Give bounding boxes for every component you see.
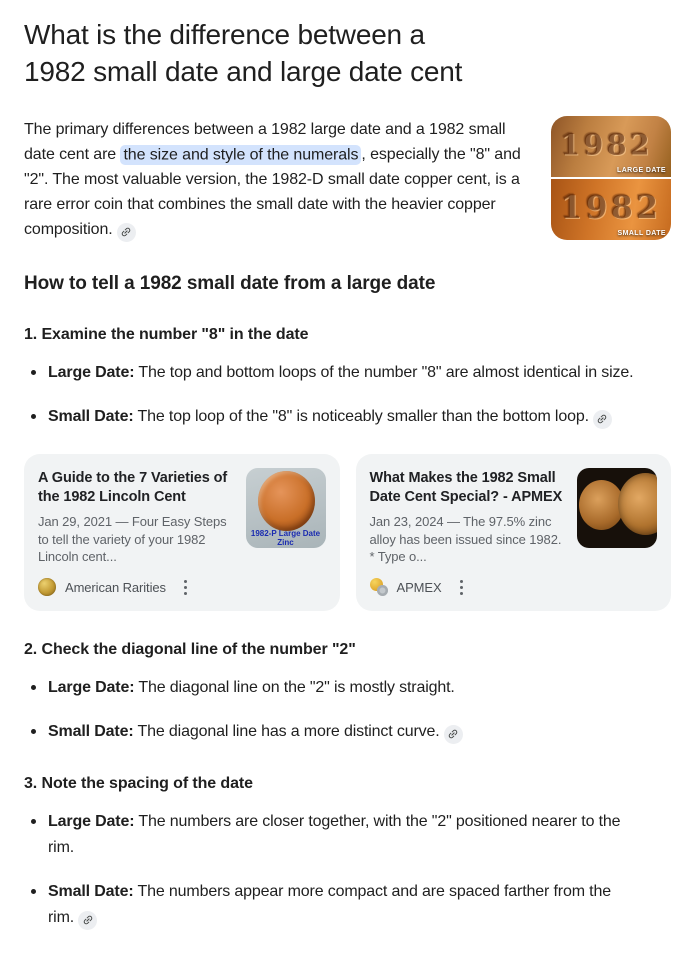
bullet-label: Small Date: xyxy=(48,723,134,740)
step-1-bullets xyxy=(24,360,671,430)
citation-link-chip[interactable] xyxy=(593,410,612,429)
bullet-large-date-2 xyxy=(24,675,671,701)
how-to-heading: How to tell a 1982 small date from a large date xyxy=(24,273,436,294)
step-3-heading: 3. Note the spacing of the date xyxy=(24,775,253,792)
date-comparison-image[interactable] xyxy=(551,116,671,240)
bullet-small-date-1 xyxy=(24,404,671,430)
large-date-label: LARGE DATE xyxy=(617,167,666,174)
thumbnail-caption: 1982-P Large Date Zinc xyxy=(250,529,321,547)
citation-link-chip[interactable] xyxy=(117,223,136,242)
step-2-bullets xyxy=(24,675,671,745)
source-name: APMEX xyxy=(396,579,442,595)
bullet-small-date-2 xyxy=(24,719,671,745)
large-date-year: 1982 xyxy=(560,127,653,162)
intro-section xyxy=(24,116,671,242)
link-icon xyxy=(447,728,459,740)
intro-text-after: , especially the "8" and "2". The most valuable version, the 1982-D small date copper cent, is a rare error coin that combines the small date with the heavier copper composition. xyxy=(24,146,521,238)
american-rarities-favicon-icon xyxy=(38,578,56,596)
link-icon xyxy=(82,914,94,926)
card-snippet: Jan 29, 2021 — Four Easy Steps to tell the variety of your 1982 Lincoln cent... xyxy=(38,514,227,564)
card-body xyxy=(370,468,658,566)
bullet-text: The diagonal line has a more distinct curve. xyxy=(133,723,440,740)
source-card-apmex[interactable] xyxy=(356,454,672,611)
card-thumbnail-penny xyxy=(246,468,326,548)
card-source-row xyxy=(370,576,658,600)
step-3-bullets xyxy=(24,809,671,931)
bullet-label: Small Date: xyxy=(48,883,134,900)
bullet-small-date-3 xyxy=(24,879,671,931)
link-icon xyxy=(596,413,608,425)
small-date-coin-image xyxy=(551,179,671,240)
citation-link-chip[interactable] xyxy=(78,911,97,930)
small-date-label: SMALL DATE xyxy=(617,230,666,237)
more-vert-icon[interactable] xyxy=(454,576,470,600)
bullet-text: The numbers are closer together, with the "2" positioned nearer to the rim. xyxy=(48,813,621,856)
bullet-label: Small Date: xyxy=(48,408,134,425)
source-cards xyxy=(24,454,671,611)
card-text xyxy=(38,468,236,566)
card-body xyxy=(38,468,326,566)
card-title: What Makes the 1982 Small Date Cent Special? - APMEX xyxy=(369,470,563,505)
card-text xyxy=(370,468,568,566)
bullet-large-date-1 xyxy=(24,360,671,386)
citation-link-chip[interactable] xyxy=(444,725,463,744)
bullet-text: The diagonal line on the "2" is mostly straight. xyxy=(134,679,455,696)
page-title-line2: 1982 small date and large date cent xyxy=(24,56,463,87)
apmex-favicon-icon xyxy=(370,578,388,596)
bullet-text: The top loop of the "8" is noticeably smaller than the bottom loop. xyxy=(133,408,589,425)
card-snippet: Jan 23, 2024 — The 97.5% zinc alloy has been issued since 1982. * Type o... xyxy=(369,514,562,564)
bullet-label: Large Date: xyxy=(48,364,135,381)
source-name: American Rarities xyxy=(65,579,166,595)
highlighted-phrase: the size and style of the numerals xyxy=(120,145,361,165)
card-thumbnail-two-pennies xyxy=(577,468,657,548)
link-icon xyxy=(120,226,132,238)
bullet-label: Large Date: xyxy=(48,679,135,696)
bullet-text: The top and bottom loops of the number "8" are almost identical in size. xyxy=(134,364,634,381)
more-vert-icon[interactable] xyxy=(178,576,194,600)
bullet-large-date-3 xyxy=(24,809,671,861)
step-1-heading: 1. Examine the number "8" in the date xyxy=(24,326,309,343)
card-source-row xyxy=(38,576,326,600)
step-2-heading: 2. Check the diagonal line of the number "2" xyxy=(24,641,356,658)
bullet-label: Large Date: xyxy=(48,813,135,830)
bullet-text: The numbers appear more compact and are spaced farther from the rim. xyxy=(48,883,611,926)
card-title: A Guide to the 7 Varieties of the 1982 Lincoln Cent xyxy=(38,470,228,505)
page-title xyxy=(24,16,671,90)
intro-text-before: The primary differences between a 1982 large date and a 1982 small date cent are xyxy=(24,121,506,163)
large-date-coin-image xyxy=(551,116,671,179)
small-date-year: 1982 xyxy=(560,187,662,226)
source-card-american-rarities[interactable] xyxy=(24,454,340,611)
penny-coin-image xyxy=(618,473,657,535)
page-title-line1: What is the difference between a xyxy=(24,19,425,50)
intro-paragraph xyxy=(24,116,531,242)
penny-coin-image xyxy=(258,471,315,531)
